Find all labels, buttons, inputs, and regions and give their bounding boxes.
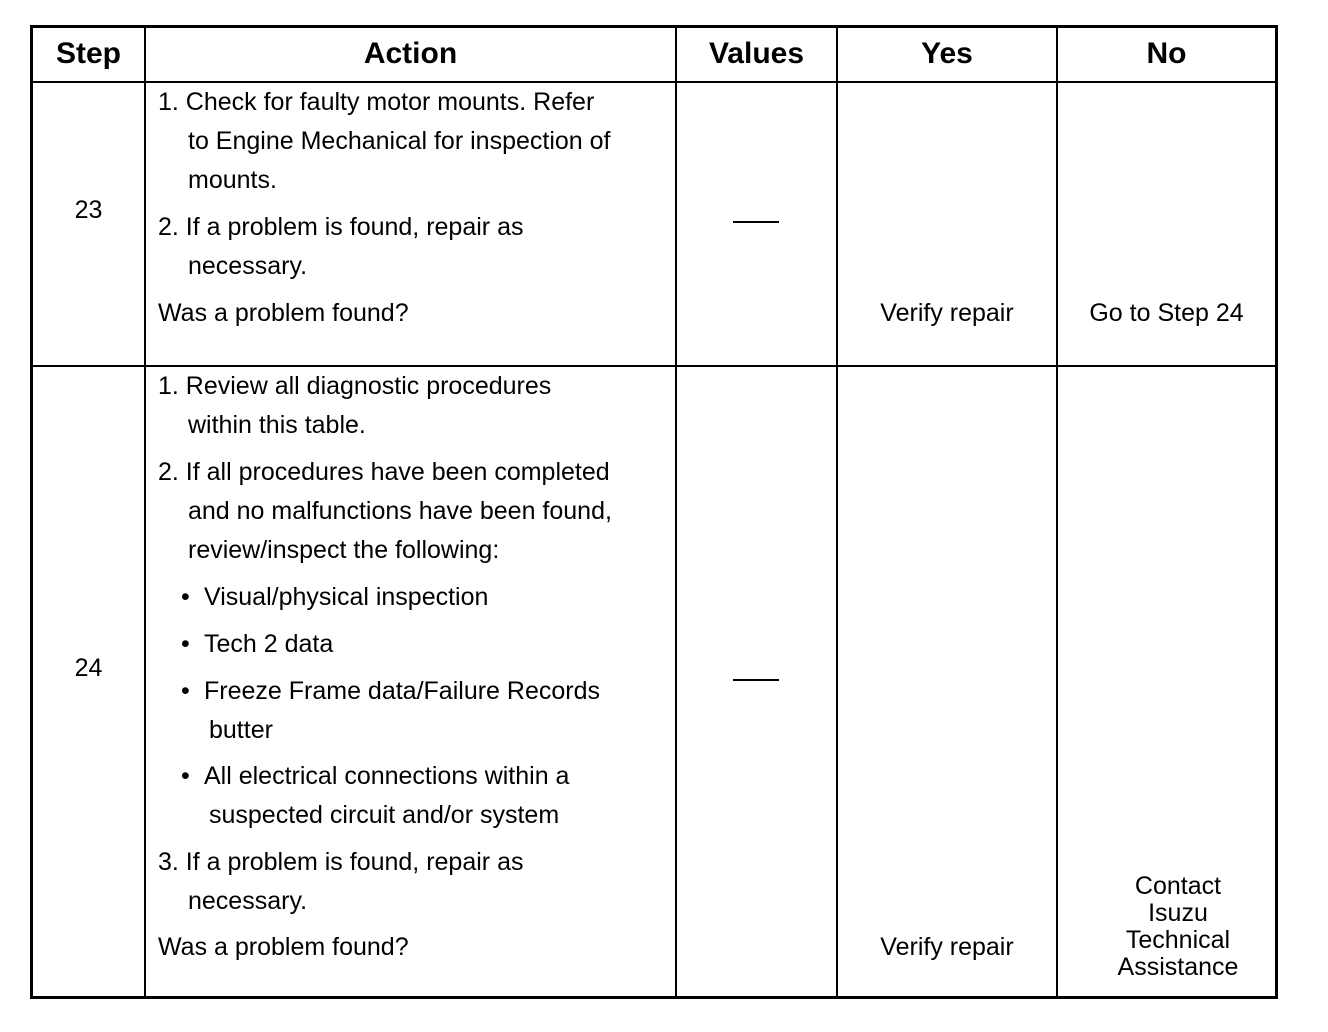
yes-result: Verify repair — [880, 299, 1014, 327]
col-divider — [836, 28, 838, 996]
action-line: necessary. — [188, 887, 308, 915]
values-dash — [733, 679, 779, 681]
bullet-icon: • — [181, 583, 190, 611]
action-line: 1. Review all diagnostic procedures — [158, 372, 552, 400]
col-divider — [1056, 28, 1058, 996]
col-divider — [675, 28, 677, 996]
header-values: Values — [708, 37, 805, 70]
no-result: Go to Step 24 — [1089, 299, 1244, 327]
action-line: 3. If a problem is found, repair as — [158, 848, 524, 876]
no-result-line: Assistance — [1117, 953, 1239, 981]
bullet-icon: • — [181, 762, 190, 790]
bullet-item: Visual/physical inspection — [204, 583, 489, 611]
bullet-item: Freeze Frame data/Failure Records — [204, 677, 600, 705]
header-step: Step — [55, 37, 121, 70]
action-line: 2. If all procedures have been completed — [158, 458, 610, 486]
action-question: Was a problem found? — [158, 299, 409, 327]
bullet-icon: • — [181, 630, 190, 658]
action-line: mounts. — [188, 166, 277, 194]
action-line: and no malfunctions have been found, — [188, 497, 612, 525]
no-result-line: Contact — [1134, 872, 1222, 900]
action-line: review/inspect the following: — [188, 536, 500, 564]
header-action: Action — [363, 37, 458, 70]
values-dash — [733, 221, 779, 223]
bullet-icon: • — [181, 677, 190, 705]
bullet-item: Tech 2 data — [204, 630, 334, 658]
action-line: necessary. — [188, 252, 308, 280]
no-result-line: Technical — [1125, 926, 1231, 954]
action-line: within this table. — [188, 411, 366, 439]
action-line: to Engine Mechanical for inspection of — [188, 127, 611, 155]
action-question: Was a problem found? — [158, 933, 409, 961]
no-result — [1058, 873, 1298, 981]
bullet-item-cont: suspected circuit and/or system — [209, 801, 560, 829]
header-yes: Yes — [921, 37, 973, 70]
step-number: 23 — [74, 195, 103, 224]
col-divider — [144, 28, 146, 996]
header-no: No — [1146, 37, 1187, 70]
yes-result: Verify repair — [880, 933, 1014, 961]
bullet-item: All electrical connections within a — [204, 762, 570, 790]
action-line: 2. If a problem is found, repair as — [158, 213, 524, 241]
bullet-item-cont: butter — [209, 716, 273, 744]
step-number: 24 — [74, 653, 103, 682]
no-result-line: Isuzu — [1148, 899, 1208, 927]
action-line: 1. Check for faulty motor mounts. Refer — [158, 88, 595, 116]
diagnostic-table — [30, 25, 1278, 999]
